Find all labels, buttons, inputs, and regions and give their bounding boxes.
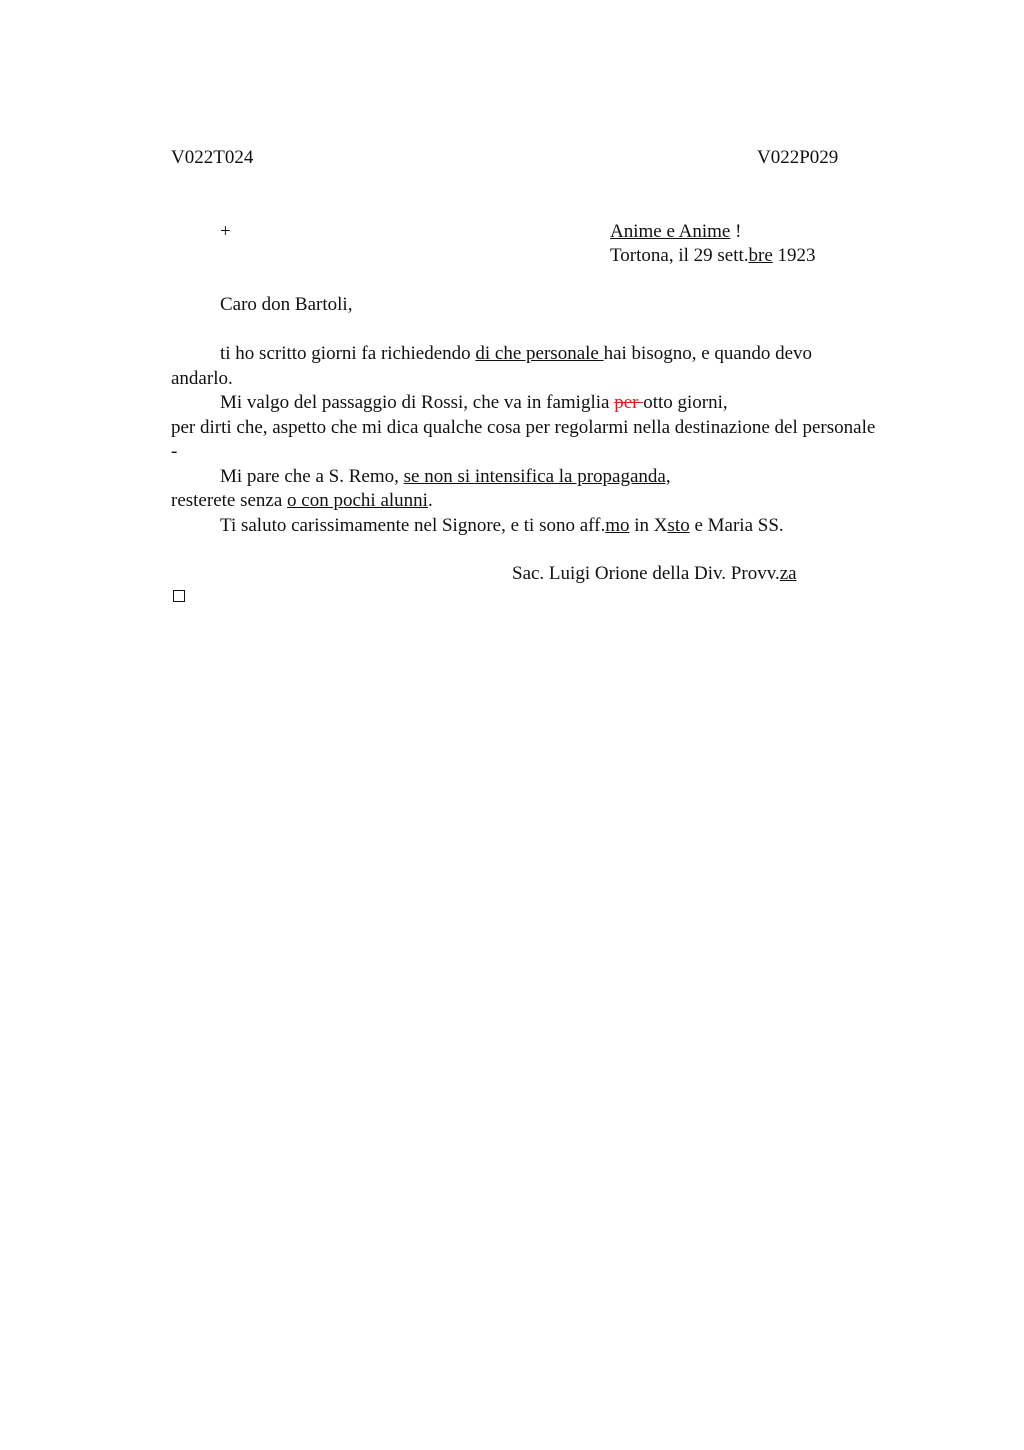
cross-mark: + bbox=[220, 221, 231, 242]
text-span: ti ho scritto giorni fa richiedendo bbox=[220, 343, 476, 364]
text-span: . bbox=[427, 490, 433, 511]
text-span: resterete senza bbox=[171, 490, 288, 511]
signature-suffix: za bbox=[779, 563, 797, 584]
signature-text: Sac. Luigi Orione della Div. Provv. bbox=[512, 563, 780, 584]
date-prefix: Tortona, il 29 sett. bbox=[610, 245, 749, 266]
dash: - bbox=[171, 441, 178, 462]
end-box-icon bbox=[173, 590, 185, 602]
text-span: andarlo. bbox=[171, 367, 233, 389]
date-year: 1923 bbox=[772, 245, 816, 266]
document-code-right: V022P029 bbox=[757, 147, 839, 168]
text-span: Mi pare che a S. Remo, bbox=[220, 465, 404, 487]
paragraph-4 bbox=[171, 514, 961, 539]
underlined-text: o con pochi alunni bbox=[287, 490, 428, 511]
paragraph-1-line-1 bbox=[171, 342, 961, 367]
signature bbox=[512, 562, 797, 587]
motto-text: Anime e Anime bbox=[610, 221, 731, 242]
underlined-text: se non si intensifica la propaganda, bbox=[403, 465, 671, 487]
underlined-text: mo bbox=[605, 514, 630, 536]
paragraph-3-line-2 bbox=[171, 489, 961, 514]
text-span: otto giorni, bbox=[643, 392, 728, 413]
text-span: Ti saluto carissimamente nel Signore, e ti sono aff. bbox=[220, 514, 606, 536]
motto bbox=[610, 220, 741, 245]
dateline bbox=[610, 244, 816, 269]
text-span: e Maria SS. bbox=[689, 514, 784, 536]
underlined-text: di che personale bbox=[475, 343, 604, 364]
motto-suffix: ! bbox=[730, 221, 742, 242]
text-span: per dirti che, aspetto che mi dica qualche cosa per regolarmi nella destinazione del personale bbox=[171, 416, 876, 438]
paragraph-2-line-3 bbox=[171, 440, 961, 465]
paragraph-2-line-2 bbox=[171, 416, 961, 441]
paragraph-1-line-2 bbox=[171, 367, 961, 392]
text-span: Mi valgo del passaggio di Rossi, che va in famiglia bbox=[220, 392, 615, 413]
document-code-left: V022T024 bbox=[171, 147, 254, 168]
date-month-suffix: bre bbox=[748, 245, 773, 266]
paragraph-3-line-1 bbox=[171, 465, 961, 490]
text-span: in X bbox=[629, 514, 668, 536]
salutation: Caro don Bartoli, bbox=[220, 294, 353, 315]
letter-body bbox=[171, 342, 961, 538]
struck-text: per bbox=[614, 392, 644, 413]
underlined-text: sto bbox=[667, 514, 690, 536]
paragraph-2-line-1 bbox=[171, 391, 961, 416]
text-span: hai bisogno, e quando devo bbox=[603, 343, 813, 364]
